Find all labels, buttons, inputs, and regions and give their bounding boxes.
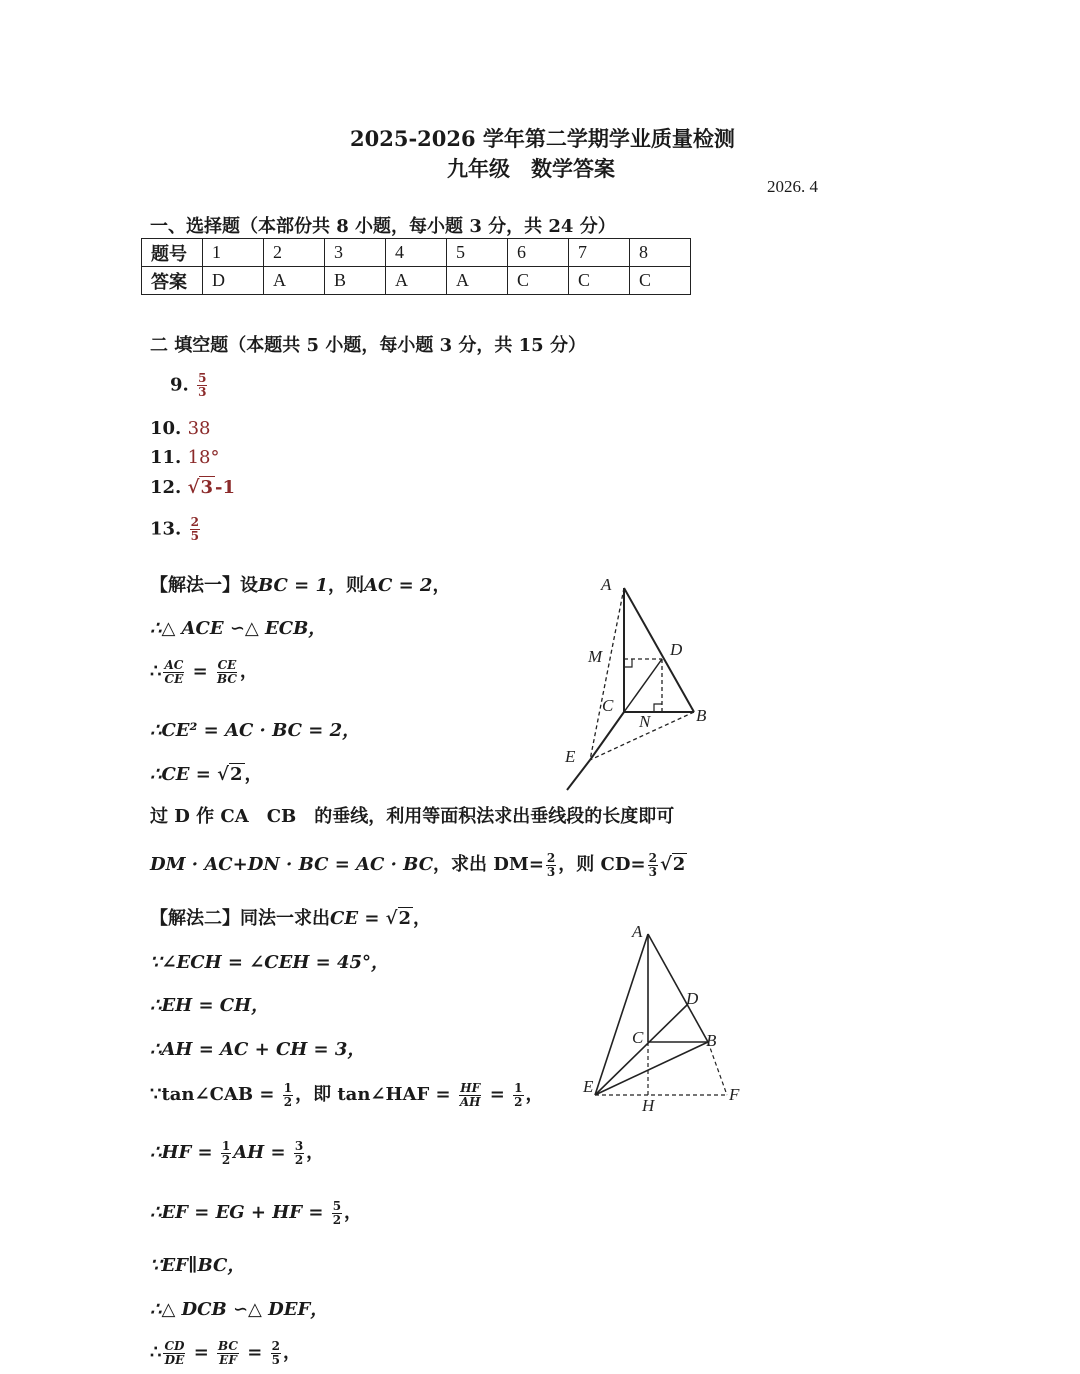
- segment-AB: [648, 934, 708, 1042]
- fraction: [648, 852, 658, 879]
- text: =: [187, 1342, 216, 1363]
- item-number: 9.: [170, 374, 189, 396]
- table-cell: B: [325, 267, 386, 295]
- point-label: C: [632, 1028, 644, 1047]
- text: ，求出 DM=: [433, 854, 544, 875]
- item-number: 12.: [150, 477, 182, 498]
- fraction-denominator: 5: [271, 1352, 280, 1367]
- point-label: D: [670, 640, 683, 659]
- point-label: A: [601, 575, 612, 594]
- segment-ED: [595, 1004, 688, 1095]
- fill-item-10: [150, 418, 211, 439]
- fraction: [217, 1340, 239, 1367]
- item-number: 13.: [150, 518, 182, 540]
- fraction-denominator: 3: [648, 864, 657, 879]
- geometry-figure-2: [575, 918, 750, 1118]
- fraction-numerator: 2: [190, 515, 199, 529]
- math: AC = 2: [364, 575, 433, 596]
- table-header-question: 题号: [142, 239, 203, 267]
- fraction-denominator: BC: [216, 671, 237, 686]
- table-cell: D: [203, 267, 264, 295]
- method1-line6: 过 D 作 CA CB 的垂线，利用等面积法求出垂线段的长度即可: [150, 806, 675, 827]
- fraction-numerator: 2: [648, 850, 657, 865]
- text: ，则: [328, 575, 365, 596]
- method1-label: 【解法一】: [150, 575, 240, 596]
- method2-line10: [150, 1338, 301, 1367]
- table-cell: 4: [386, 239, 447, 267]
- fraction-numerator: 1: [283, 1080, 293, 1095]
- method1-line7: DM · AC+DN · BC = AC · BC，求出 DM= $\frac{2}{3}$ ，则 CD= $\frac{2}{3}$ √2: [150, 850, 686, 879]
- text: ，: [413, 908, 432, 929]
- fraction: [294, 1140, 304, 1167]
- text: ，即 tan∠HAF =: [295, 1084, 457, 1105]
- math: CE =: [330, 908, 386, 929]
- table-cell: 2: [264, 239, 325, 267]
- method1-line4: ∴CE² = AC · BC = 2，: [150, 720, 361, 741]
- table-cell: 8: [630, 239, 691, 267]
- point-label: M: [588, 647, 603, 666]
- radicand: 3: [200, 477, 213, 498]
- answer-table: [141, 238, 691, 295]
- text: ，: [525, 1084, 544, 1105]
- exam-title: 2025-2026 学年第二学期学业质量检测: [350, 126, 735, 151]
- fraction: [332, 1200, 342, 1227]
- fraction-numerator: 1: [514, 1080, 523, 1095]
- text: ，: [282, 1342, 301, 1363]
- fraction-numerator: AC: [164, 657, 184, 672]
- text: ∴: [150, 1342, 162, 1363]
- segment-AE: [590, 588, 624, 760]
- fraction-numerator: 5: [198, 371, 207, 385]
- fraction-denominator: 2: [514, 1094, 523, 1109]
- text: ，: [344, 1202, 363, 1223]
- exam-subtitle: 九年级 数学答案: [447, 156, 615, 181]
- fraction-numerator: 1: [221, 1138, 231, 1153]
- fraction-denominator: 3: [546, 864, 556, 879]
- point-label: C: [602, 696, 614, 715]
- method2-line1: 【解法二】同法一求出CE = √2 ，: [150, 908, 432, 929]
- table-cell: C: [630, 267, 691, 295]
- math: ∴EF = EG + HF =: [150, 1202, 330, 1223]
- segment-AE: [595, 934, 648, 1095]
- fraction-denominator: DE: [164, 1352, 185, 1367]
- fraction-denominator: 2: [283, 1094, 293, 1109]
- text: 设: [240, 575, 258, 596]
- text: ∴: [150, 661, 162, 682]
- fill-item-11: [150, 447, 220, 468]
- fill-item-12: [150, 477, 235, 498]
- fraction-denominator: AH: [459, 1094, 481, 1109]
- method2-label: 【解法二】: [150, 908, 240, 929]
- text: 同法一求出: [240, 908, 330, 929]
- math: DM · AC+DN · BC = AC · BC: [150, 854, 434, 875]
- text: ，: [432, 575, 451, 596]
- text: ，: [239, 661, 258, 682]
- method2-line6: [150, 1138, 324, 1167]
- math: ∴HF =: [150, 1142, 219, 1163]
- answer-value: √3 -1: [187, 477, 235, 498]
- method2-line9: ∴△ DCB ∽△ DEF，: [150, 1299, 329, 1320]
- fraction: [459, 1082, 482, 1109]
- method2-line7: [150, 1198, 362, 1227]
- radicand: 2: [229, 764, 243, 785]
- point-label: B: [696, 706, 707, 725]
- fraction-denominator: 3: [198, 385, 207, 399]
- method2-line2: ∵∠ECH = ∠CEH = 45°，: [150, 952, 390, 973]
- fill-item-13: [150, 516, 202, 543]
- fraction-denominator: 2: [221, 1152, 231, 1167]
- item-number: 10.: [150, 418, 182, 439]
- table-cell: A: [386, 267, 447, 295]
- text: ，则 CD=: [558, 854, 646, 875]
- point-label: A: [632, 922, 643, 941]
- segment-AB: [624, 588, 694, 712]
- fraction-numerator: HF: [460, 1080, 481, 1095]
- exam-date: 2026. 4: [767, 177, 818, 196]
- table-header-answer: 答案: [142, 267, 203, 295]
- math: BC = 1: [258, 575, 329, 596]
- table-cell: 5: [447, 239, 508, 267]
- text: =: [483, 1084, 512, 1105]
- table-cell: 1: [203, 239, 264, 267]
- answer-fraction: [197, 372, 207, 399]
- text: ，: [306, 1142, 325, 1163]
- fraction-numerator: 2: [546, 850, 556, 865]
- fill-item-9: [170, 372, 209, 399]
- fraction-denominator: 2: [332, 1212, 342, 1227]
- text: =: [186, 661, 214, 682]
- math: AH =: [233, 1142, 292, 1163]
- answer-value: 38: [187, 418, 211, 439]
- point-label: E: [583, 1077, 594, 1096]
- fraction-denominator: 2: [294, 1152, 304, 1167]
- math: ∵tan∠CAB =: [150, 1084, 281, 1105]
- text: ，: [244, 764, 263, 785]
- method2-line5: [150, 1080, 544, 1109]
- answer-tail: -1: [214, 477, 235, 498]
- point-label: D: [686, 989, 699, 1008]
- point-label: F: [729, 1085, 740, 1104]
- table-cell: 7: [569, 239, 630, 267]
- fraction: [513, 1082, 523, 1109]
- fraction: [216, 659, 238, 686]
- table-row-questions: [142, 239, 691, 267]
- table-cell: 3: [325, 239, 386, 267]
- fraction-numerator: BC: [218, 1338, 238, 1353]
- fraction-numerator: 5: [332, 1198, 342, 1213]
- method1-line3: [150, 657, 258, 686]
- method2-line3: ∴EH = CH，: [150, 995, 270, 1016]
- geometry-figure-1: [555, 570, 725, 795]
- table-cell: A: [264, 267, 325, 295]
- method1-line5: ∴CE = √2 ，: [150, 764, 263, 785]
- fraction: [163, 659, 184, 686]
- method2-line8: ∵EF∥BC，: [150, 1255, 246, 1276]
- item-number: 11.: [150, 447, 182, 468]
- fraction-denominator: 5: [190, 529, 199, 543]
- radicand: 2: [398, 908, 412, 929]
- point-label: B: [706, 1031, 717, 1050]
- fraction: [283, 1082, 293, 1109]
- fraction-numerator: CE: [217, 657, 237, 672]
- answer-fraction: [190, 516, 200, 543]
- fraction-denominator: EF: [219, 1352, 237, 1367]
- table-cell: 6: [508, 239, 569, 267]
- text: =: [240, 1342, 269, 1363]
- right-angle-mark: [654, 704, 662, 712]
- method2-line4: ∴AH = AC + CH = 3，: [150, 1039, 366, 1060]
- fraction: [271, 1340, 281, 1367]
- fraction: [221, 1140, 231, 1167]
- section-fill-heading: 二 填空题（本题共 5 小题，每小题 3 分，共 15 分）: [150, 335, 586, 356]
- point-label: H: [642, 1096, 655, 1115]
- fraction-numerator: CD: [164, 1338, 185, 1353]
- fraction: [546, 852, 556, 879]
- fraction-numerator: 3: [294, 1138, 304, 1153]
- point-label: N: [639, 712, 651, 731]
- fraction: [163, 1340, 185, 1367]
- answer-value: 18°: [187, 447, 220, 468]
- fraction-denominator: CE: [164, 671, 184, 686]
- method1-line1: [150, 571, 450, 597]
- right-angle-mark: [624, 659, 632, 667]
- method1-line2: ∴△ ACE ∽△ ECB，: [150, 618, 327, 639]
- section-choice-heading: 一、选择题（本部份共 8 小题，每小题 3 分，共 24 分）: [150, 216, 616, 237]
- segment-EB: [595, 1042, 708, 1095]
- radicand: 2: [672, 854, 686, 875]
- point-label: E: [565, 747, 576, 766]
- math: ∴CE =: [150, 764, 218, 785]
- table-cell: C: [508, 267, 569, 295]
- table-cell: A: [447, 267, 508, 295]
- fraction-numerator: 2: [271, 1338, 280, 1353]
- table-row-answers: [142, 267, 691, 295]
- table-cell: C: [569, 267, 630, 295]
